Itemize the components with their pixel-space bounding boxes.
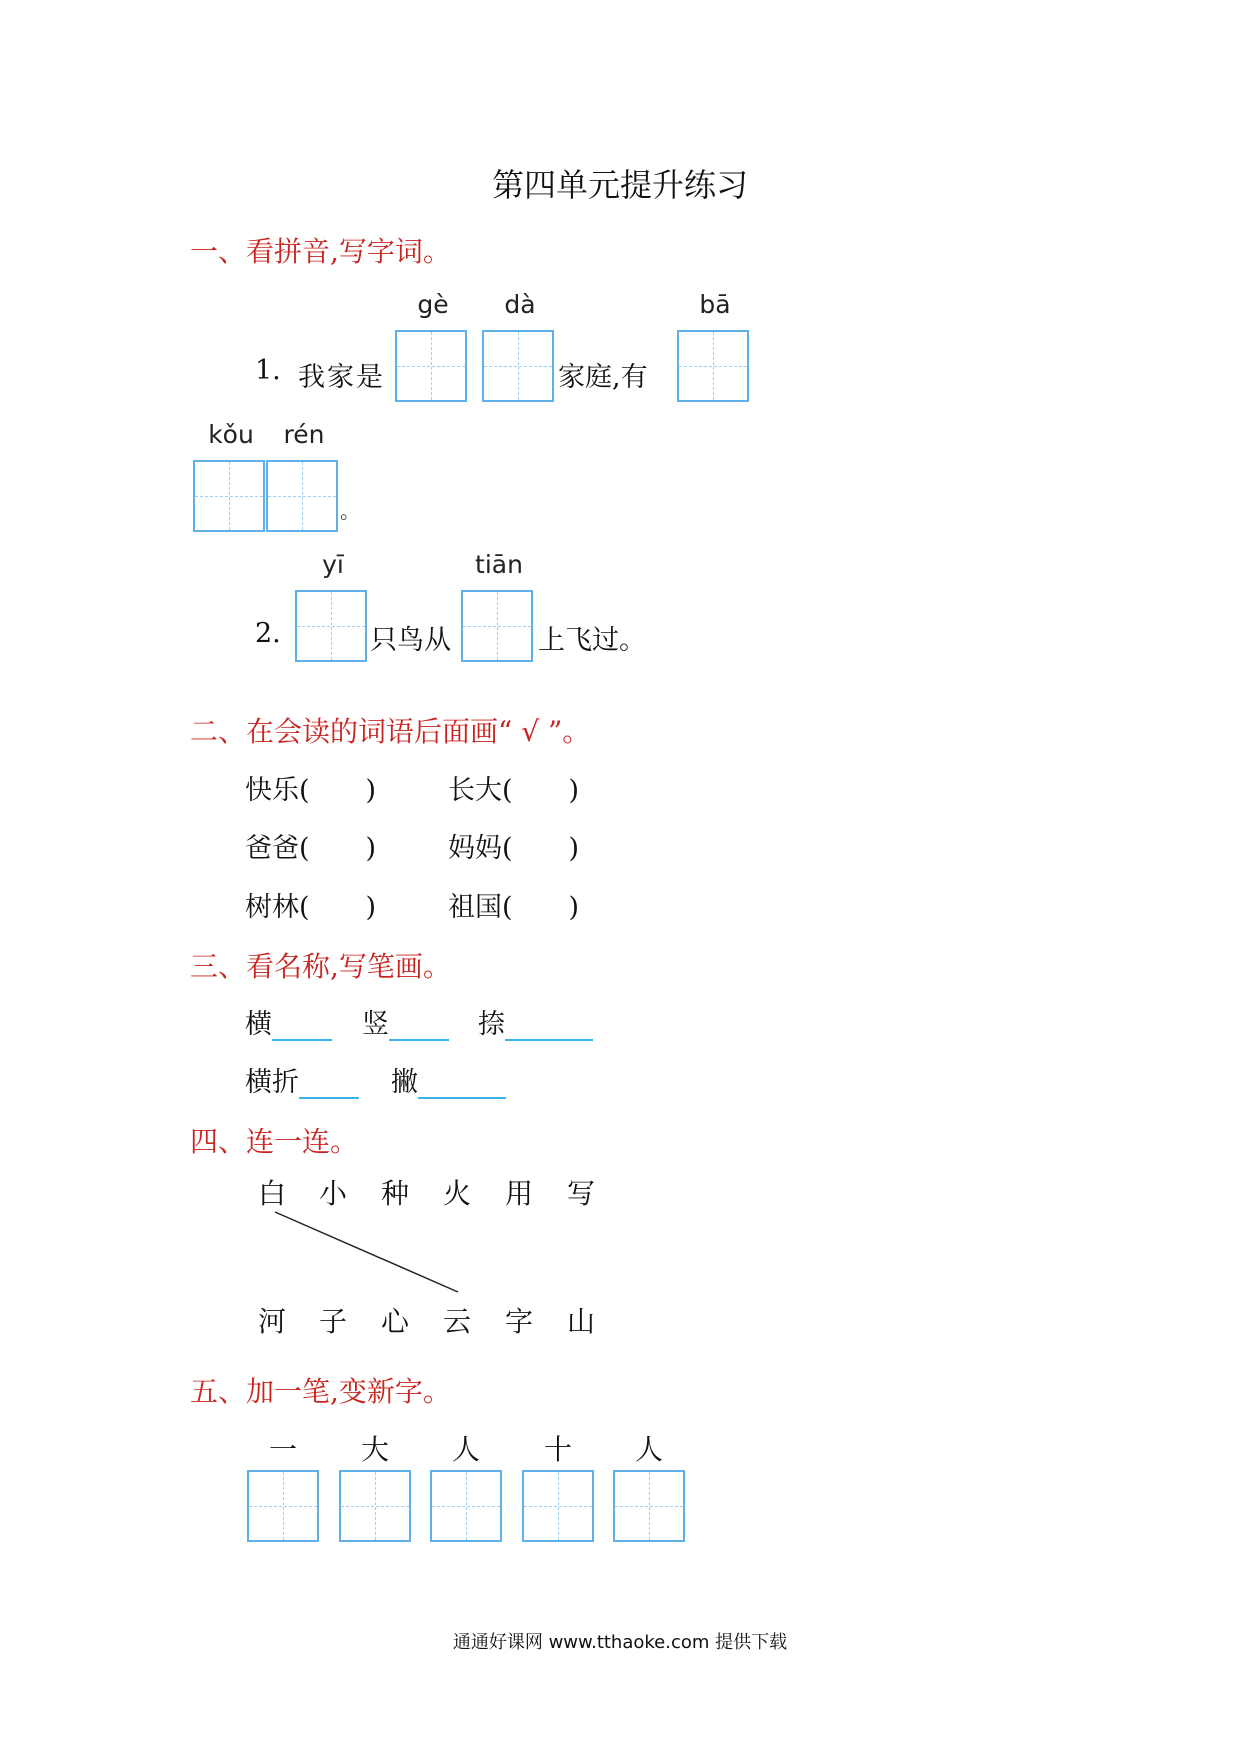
- top-char-5[interactable]: 用: [504, 1177, 533, 1210]
- bottom-char-1[interactable]: 河: [257, 1305, 286, 1338]
- bottom-char-2[interactable]: 子: [318, 1305, 347, 1338]
- pinyin-kou: kǒu: [208, 420, 254, 449]
- base-char-3: 人: [451, 1433, 480, 1466]
- top-char-3[interactable]: 种: [380, 1177, 409, 1210]
- pinyin-tian: tiān: [475, 550, 523, 579]
- word-item-2: 长大( ): [448, 775, 580, 806]
- q1-end-punct: 。: [340, 499, 360, 523]
- q2-number: 2.: [255, 618, 281, 649]
- word-text: 树林: [245, 892, 299, 923]
- stroke-item-heng: 横: [245, 1002, 332, 1041]
- top-char-1[interactable]: 白: [257, 1177, 286, 1210]
- top-char-2[interactable]: 小: [318, 1177, 347, 1210]
- word-text: 祖国: [448, 892, 502, 923]
- section-2-heading: 二、在会读的词语后面画“ √ ”。: [190, 715, 591, 748]
- word-item-5: 树林( ): [245, 892, 377, 923]
- bottom-char-3[interactable]: 心: [380, 1305, 409, 1338]
- bottom-char-6[interactable]: 山: [566, 1305, 595, 1338]
- word-item-1: 快乐( ): [245, 775, 377, 806]
- section-5-heading: 五、加一笔,变新字。: [190, 1375, 451, 1408]
- pinyin-ren: rén: [283, 420, 325, 449]
- stroke-item-shu: 竖: [362, 1002, 449, 1041]
- footer-source: 通通好课网 www.tthaoke.com 提供下载: [452, 1632, 788, 1653]
- word-text: 爸爸: [245, 833, 299, 864]
- writing-box-new-3[interactable]: [430, 1470, 502, 1542]
- pinyin-yi: yī: [322, 550, 344, 579]
- base-char-4: 十: [543, 1433, 572, 1466]
- word-text: 妈妈: [448, 833, 502, 864]
- writing-box-new-5[interactable]: [613, 1470, 685, 1542]
- base-char-1: 一: [268, 1433, 297, 1466]
- stroke-item-hengzhe: 横折: [245, 1060, 359, 1099]
- section-4-heading: 四、连一连。: [190, 1125, 359, 1158]
- q1-text-2: 家庭,有: [558, 362, 648, 393]
- q1-text-1: 我家是: [298, 362, 385, 393]
- page-title: 第四单元提升练习: [491, 166, 748, 204]
- writing-box-new-2[interactable]: [339, 1470, 411, 1542]
- section-1-heading: 一、看拼音,写字词。: [190, 235, 451, 268]
- bottom-char-4[interactable]: 云: [442, 1305, 471, 1338]
- bottom-char-5[interactable]: 字: [504, 1305, 533, 1338]
- word-text: 快乐: [245, 775, 299, 806]
- pinyin-da: dà: [504, 290, 536, 319]
- base-char-5: 人: [634, 1433, 663, 1466]
- base-char-2: 大: [360, 1433, 389, 1466]
- word-item-3: 爸爸( ): [245, 833, 377, 864]
- word-item-6: 祖国( ): [448, 892, 580, 923]
- top-char-6[interactable]: 写: [566, 1177, 595, 1210]
- q1-text-3: 只鸟从: [370, 625, 451, 656]
- pinyin-ge: gè: [417, 290, 449, 319]
- word-text: 长大: [448, 775, 502, 806]
- stroke-item-pie: 撇: [391, 1060, 506, 1099]
- word-item-4: 妈妈( ): [448, 833, 580, 864]
- q1-text-4: 上飞过。: [538, 625, 646, 656]
- section-3-heading: 三、看名称,写笔画。: [190, 950, 451, 983]
- writing-box-new-4[interactable]: [522, 1470, 594, 1542]
- writing-box-new-1[interactable]: [247, 1470, 319, 1542]
- q1-number: 1.: [255, 355, 281, 386]
- pinyin-ba: bā: [699, 290, 731, 319]
- stroke-item-na: 捺: [478, 1002, 593, 1041]
- top-char-4[interactable]: 火: [442, 1177, 471, 1210]
